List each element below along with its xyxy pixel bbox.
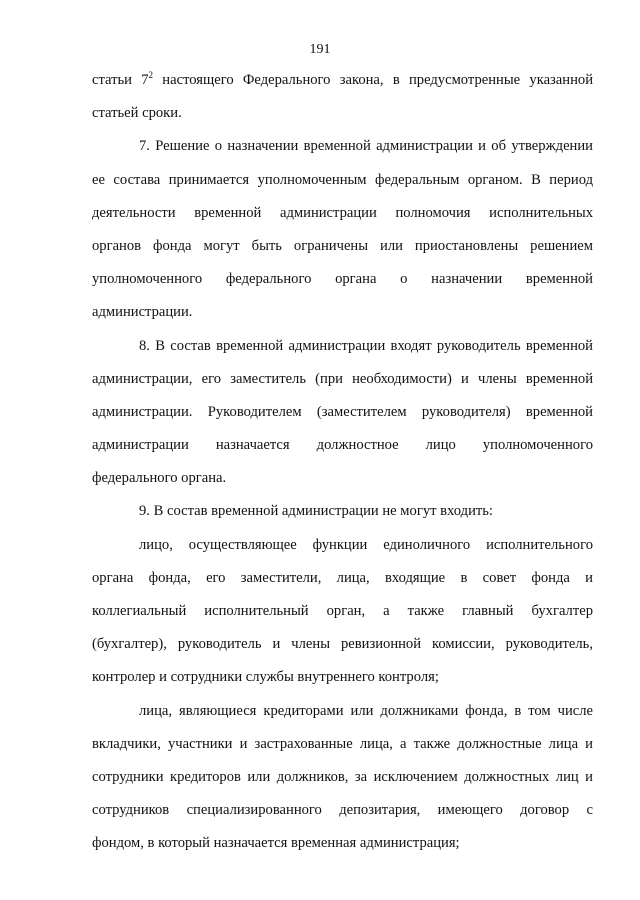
paragraph-line: администрации, его заместитель (при необходимости) и члены временной [92,370,593,387]
paragraph-line: 7. Решение о назначении временной администрации и об утверждении [139,138,593,155]
list-item-1 [92,529,593,695]
paragraph-line [92,64,593,97]
paragraph-line: администрации. Руководителем (заместителем руководителя) временной [92,403,593,420]
paragraph-line: администрации назначается должностное лицо уполномоченного [92,437,593,454]
paragraph-line: деятельности временной администрации полномочия исполнительных [92,204,593,221]
paragraph-9 [92,495,593,528]
paragraph-line: фондом, в который назначается временная администрация; [92,835,460,852]
paragraph-line: администрации. [92,304,193,321]
paragraph-line: органа фонда, его заместители, лица, входящие в совет фонда и [92,569,593,586]
paragraph-line: сотрудников специализированного депозитария, имеющего договор с [92,802,593,819]
paragraph-8 [92,330,593,496]
paragraph-line: федерального органа. [92,470,227,487]
paragraph-line: сотрудники кредиторов или должников, за исключением должностных лиц и [92,768,593,785]
line-text: настоящего Федерального закона, в предусмотренные указанной [153,72,593,88]
paragraph-line: лицо, осуществляющее функции единоличного исполнительного [139,536,593,553]
paragraph-7 [92,130,593,329]
paragraph-line: коллегиальный исполнительный орган, а также главный бухгалтер [92,603,593,619]
paragraph-line: статьей сроки. [92,105,182,122]
paragraph-line: ее состава принимается уполномоченным федеральным органом. В период [92,171,593,188]
document-body [92,64,593,861]
paragraph-line: 9. В состав временной администрации не могут входить: [139,503,493,520]
paragraph-line: органов фонда могут быть ограничены или приостановлены решением [92,237,593,254]
superscript: 2 [148,70,154,80]
list-item-2 [92,695,593,861]
paragraph-line: 8. В состав временной администрации входят руководитель временной [139,337,593,354]
line-text: статьи 7 [92,72,149,88]
paragraph-line: лица, являющиеся кредиторами или должниками фонда, в том числе [139,702,593,719]
paragraph-line: (бухгалтер), руководитель и члены ревизионной комиссии, руководитель, [92,636,593,653]
paragraph-line: контролер и сотрудники службы внутреннего контроля; [92,669,439,686]
paragraph-line: уполномоченного федерального органа о назначении временной [92,271,593,288]
paragraph-intro [92,64,593,130]
paragraph-line: вкладчики, участники и застрахованные лица, а также должностные лица и [92,735,593,752]
page-number: 191 [309,42,331,57]
